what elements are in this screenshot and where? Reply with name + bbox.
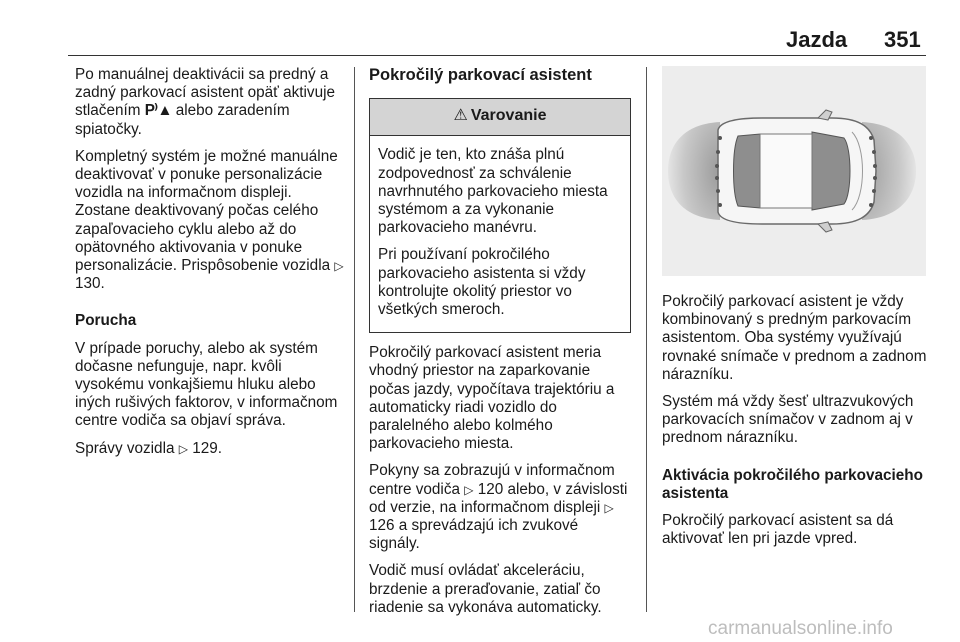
paragraph-combined: Pokročilý parkovací asistent je vždy kombinovaný s predným parkovacím asistentom. Oba systémy využívajú rovnaké snímače v prednom a zadnom nárazníku.: [662, 293, 927, 383]
column-3: [662, 66, 930, 557]
paragraph-function: Pokročilý parkovací asistent meria vhodný priestor na zaparkovanie počas jazdy, vypočítava trajektóriu a automaticky riadi vozidlo do paralelného alebo kolmého parkovacieho miesta.: [369, 344, 615, 453]
parking-assist-button-icon: P⁾▲: [144, 102, 172, 120]
page-ref-link[interactable]: 126 a sprevádzajú ich zvukové signály.: [369, 517, 579, 553]
column-2: [369, 66, 631, 626]
warning-body: [370, 136, 630, 332]
column-divider-2: [646, 67, 647, 612]
fault-heading: Porucha: [75, 312, 137, 330]
warning-paragraph-2: Pri používaní pokročilého parkovacieho asistenta si vždy kontrolujte okolitý priestor vo všetkých smeroch.: [378, 246, 586, 319]
warning-title: Varovanie: [470, 107, 547, 125]
page-ref-arrow-icon: ▷: [178, 441, 188, 456]
paragraph-deactivation: Kompletný systém je možné manuálne deaktivovať v ponuke personalizácie vozidla na informačnom displeji. Zostane deaktivovaný počas celého zapaľovacieho cyklu alebo až do opätovného aktivovania v ponuke personalizácie. Prispôsobenie vozidla ▷ 130.: [75, 147, 344, 293]
warning-paragraph-1: Vodič je ten, kto znáša plnú zodpovednosť za schválenie navrhnutého parkovacieho miesta systémom a za vykonanie parkovacieho manévru.: [378, 146, 608, 237]
warning-triangle-icon: ⚠: [453, 107, 468, 125]
column-divider-1: [354, 67, 355, 612]
header-rule: [68, 55, 926, 56]
activation-heading: Aktivácia pokročilého parkovacieho asistenta: [662, 466, 923, 502]
parking-sensor-illustration: [662, 66, 926, 276]
paragraph-activation: Pokročilý parkovací asistent sa dá aktivovať len pri jazde vpred.: [662, 512, 894, 548]
page-ref-link[interactable]: 129.: [192, 439, 222, 457]
warning-box: [369, 98, 631, 333]
paragraph-instructions: Pokyny sa zobrazujú v informačnom centre vodiča ▷ 120 alebo, v závislosti od verzie, na informačnom displeji ▷ 126 a sprevádzajú ich zvukové signály.: [369, 462, 628, 553]
paragraph-driver-control: Vodič musí ovládať akceleráciu, brzdenie a preraďovanie, zatiaľ čo riadenie sa vykonáva automaticky.: [369, 562, 602, 616]
page-number: 351: [884, 27, 921, 52]
warning-header: [370, 99, 630, 136]
page-ref-arrow-icon: ▷: [604, 500, 614, 515]
page-ref-arrow-icon: ▷: [334, 259, 344, 274]
column-1: [75, 66, 347, 467]
page-ref-link[interactable]: 120 alebo, v závislosti od verzie, na informačnom displeji: [369, 480, 628, 516]
running-header-title: Jazda: [786, 27, 848, 52]
page-ref-arrow-icon: ▷: [464, 482, 474, 497]
paragraph-sensors: Systém má vždy šesť ultrazvukových parkovacích snímačov v zadnom aj v prednom nárazníku.: [662, 393, 914, 447]
paragraph-reactivation: Po manuálnej deaktivácii sa predný a zadný parkovací asistent opäť aktivuje stlačením P⁾▲ alebo zaradením spiatočky.: [75, 66, 335, 138]
paragraph-fault: V prípade poruchy, alebo ak systém dočasne nefunguje, napr. kvôli vysokému vonkajšiemu hluku alebo iných rušivých faktorov, v informačnom centre vodiča sa objaví správa.: [75, 339, 338, 430]
page-ref-link[interactable]: 130.: [75, 275, 105, 293]
section-heading: Pokročilý parkovací asistent: [369, 66, 592, 84]
watermark: carmanualsonline.info: [708, 618, 893, 639]
paragraph-vehicle-messages: Správy vozidla ▷ 129.: [75, 439, 222, 457]
